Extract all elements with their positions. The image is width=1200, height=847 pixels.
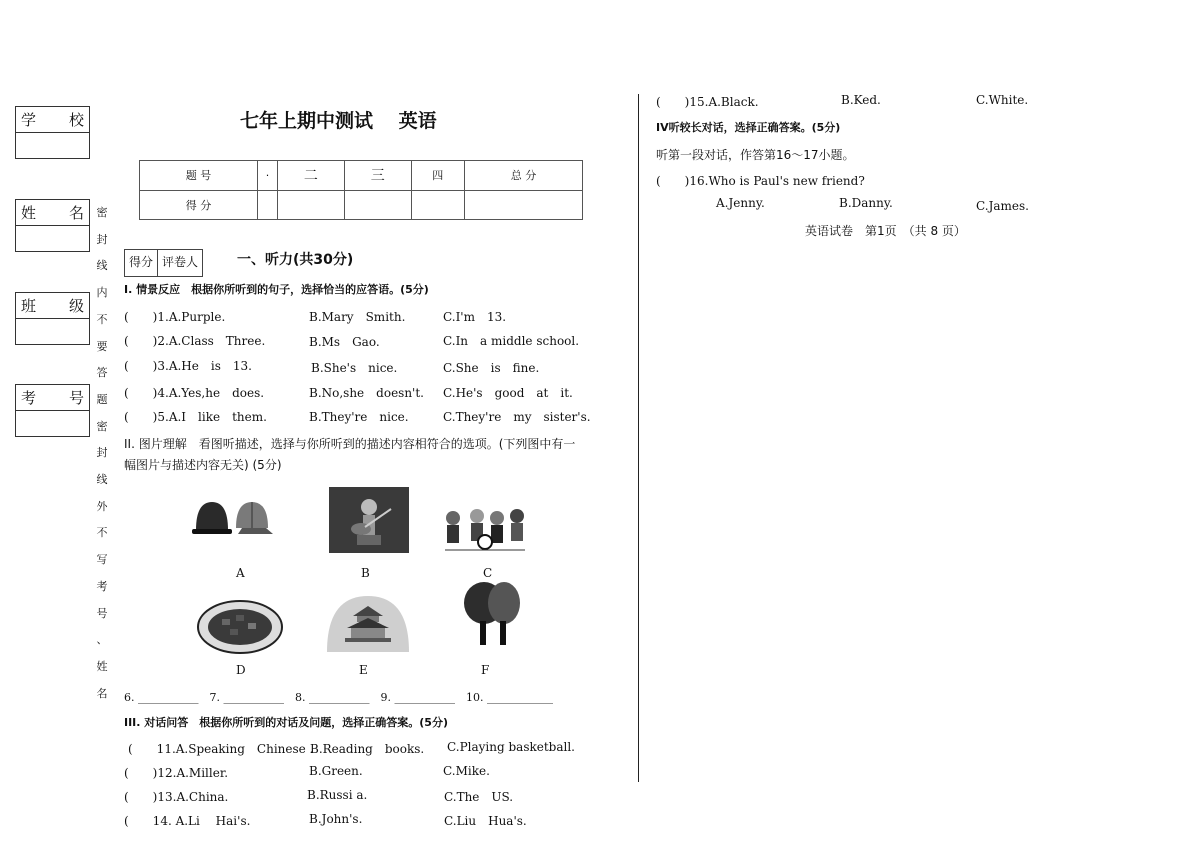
seal-char: 写 — [96, 553, 108, 567]
class-blank[interactable] — [16, 319, 89, 344]
name-blank[interactable] — [16, 226, 89, 251]
option-c: C.White. — [976, 93, 1029, 107]
question-3: ( )3.A.He is 13. — [124, 359, 252, 373]
school-label-a: 学 — [21, 111, 37, 129]
option-c: C.She is fine. — [443, 361, 540, 375]
seal-line — [96, 200, 108, 707]
score-header-cell: 总 分 — [465, 161, 583, 191]
option-b: B.No,she doesn't. — [309, 386, 424, 400]
score-row-label: 得 分 — [140, 190, 258, 220]
scorer-box — [124, 249, 203, 277]
seal-char: 密 — [96, 206, 108, 219]
question-16: ( )16.Who is Paul's new friend? — [656, 174, 865, 188]
option-b: B.Danny. — [839, 196, 893, 210]
option-c: C.Playing basketball. — [447, 740, 575, 754]
option-b: B.Mary Smith. — [309, 310, 406, 324]
seal-char: 外 — [96, 499, 108, 513]
class-label-a: 班 — [21, 297, 37, 315]
question-14: ( 14. A.Li Hai's. — [124, 814, 251, 828]
name-label-b: 名 — [68, 204, 84, 222]
question-4: ( )4.A.Yes,he does. — [124, 386, 265, 400]
option-b: B.Green. — [309, 764, 363, 778]
score-table — [139, 160, 583, 220]
option-c: C.He's good at it. — [443, 386, 573, 400]
score-header-cell: 二 — [278, 161, 345, 191]
column-divider — [638, 94, 639, 782]
part3-heading: III. 对话问答 根据你所听到的对话及问题，选择正确答案。(5分) — [124, 716, 448, 729]
class-label-b: 级 — [68, 297, 84, 315]
scorer-label: 得分 — [129, 255, 154, 269]
question-11: ( 11.A.Speaking Chinese . — [128, 742, 314, 756]
option-c: C.In a middle school. — [443, 334, 580, 348]
seal-char: 姓 — [96, 659, 108, 673]
option-c: C.The US. — [444, 790, 514, 804]
question-5: ( )5.A.I like them. — [124, 410, 267, 424]
trees-picture — [462, 581, 522, 647]
seal-char: 考 — [96, 579, 108, 593]
question-1: ( )1.A.Purple. — [124, 310, 226, 324]
seal-char: 线 — [96, 259, 108, 273]
band-picture — [441, 506, 529, 556]
part1-heading: I. 情景反应 根据你所听到的句子，选择恰当的应答语。(5分) — [124, 283, 429, 296]
seal-char: 题 — [96, 392, 108, 406]
option-b: B.Reading books. — [310, 742, 425, 756]
option-c: C.Mike. — [443, 764, 490, 778]
seal-char: 封 — [96, 232, 108, 246]
option-c: C.James. — [976, 199, 1029, 213]
option-c: C.I'm 13. — [443, 310, 507, 324]
question-13: ( )13.A.China. — [124, 790, 229, 804]
seal-char: 要 — [96, 339, 108, 353]
exam-number-blank[interactable] — [16, 411, 89, 436]
exam-number-label-a: 考 — [21, 389, 37, 407]
score-cell[interactable] — [465, 190, 583, 220]
seal-char: 不 — [96, 526, 108, 540]
part4-subheading: 听第一段对话，作答第16～17小题。 — [656, 148, 855, 162]
part2-heading-cont: 幅图片与描述内容无关) (5分) — [124, 458, 282, 472]
picture-label-a: A — [236, 566, 245, 580]
score-cell[interactable] — [344, 190, 411, 220]
food-plate-picture — [196, 597, 284, 657]
picture-label-c: C — [483, 566, 493, 580]
option-b: B.Ms Gao. — [309, 335, 380, 349]
question-15: ( )15.A.Black. — [656, 95, 759, 109]
option-a: A.Jenny. — [716, 196, 765, 210]
question-2: ( )2.A.Class Three. — [124, 334, 266, 348]
answer-blanks[interactable]: 6. ___________ 7. ___________ 8. ___________ 9. ___________ 10. ____________ — [124, 691, 553, 704]
part4-heading: IV听较长对话，选择正确答案。(5分) — [656, 121, 841, 134]
seal-char: 不 — [96, 312, 108, 326]
score-cell[interactable] — [411, 190, 464, 220]
picture-label-f: F — [481, 663, 490, 677]
exam-number-label-b: 号 — [68, 389, 84, 407]
page-title: 七年上期中测试 英语 — [240, 110, 437, 132]
option-b: B.John's. — [309, 812, 363, 826]
temple-picture — [325, 592, 411, 656]
seal-char: 密 — [96, 419, 108, 433]
exam-number-field — [15, 384, 90, 437]
option-b: B.Ked. — [841, 93, 881, 107]
option-b: B.She's nice. — [311, 361, 398, 375]
grader-label: 评卷人 — [157, 250, 202, 276]
question-12: ( )12.A.Miller. — [124, 766, 229, 780]
section-heading: 一、听力(共30分) — [237, 252, 354, 268]
score-cell[interactable] — [278, 190, 345, 220]
picture-label-e: E — [359, 663, 368, 677]
option-c: C.Liu Hua's. — [444, 814, 527, 828]
school-label-b: 校 — [68, 111, 84, 129]
class-field — [15, 292, 90, 345]
seal-char: 线 — [96, 473, 108, 487]
hats-picture — [192, 498, 274, 548]
score-header-cell: 三 — [344, 161, 411, 191]
option-b: B.Russi a. — [307, 788, 368, 802]
seal-char: 名 — [96, 686, 108, 700]
school-field — [15, 106, 90, 159]
option-b: B.They're nice. — [309, 410, 409, 424]
name-label-a: 姓 — [21, 204, 37, 222]
guitarist-picture — [329, 487, 409, 553]
score-header-cell: · — [257, 161, 277, 191]
seal-char: 答 — [96, 366, 108, 380]
seal-char: 号 — [96, 606, 108, 620]
seal-char: 内 — [96, 286, 108, 300]
picture-label-b: B — [361, 566, 370, 580]
page-footer: 英语试卷 第1页 （共 8 页） — [805, 224, 966, 238]
score-header-cell: 题 号 — [140, 161, 258, 191]
seal-char: 封 — [96, 446, 108, 460]
score-header-cell: 四 — [411, 161, 464, 191]
school-blank[interactable] — [16, 133, 89, 158]
score-cell[interactable] — [257, 190, 277, 220]
name-field — [15, 199, 90, 252]
picture-label-d: D — [236, 663, 246, 677]
option-c: C.They're my sister's. — [443, 410, 591, 424]
seal-char: 、 — [96, 633, 108, 647]
part2-heading: II. 图片理解 看图听描述，选择与你所听到的描述内容相符合的选项。(下列图中有一 — [124, 437, 576, 451]
